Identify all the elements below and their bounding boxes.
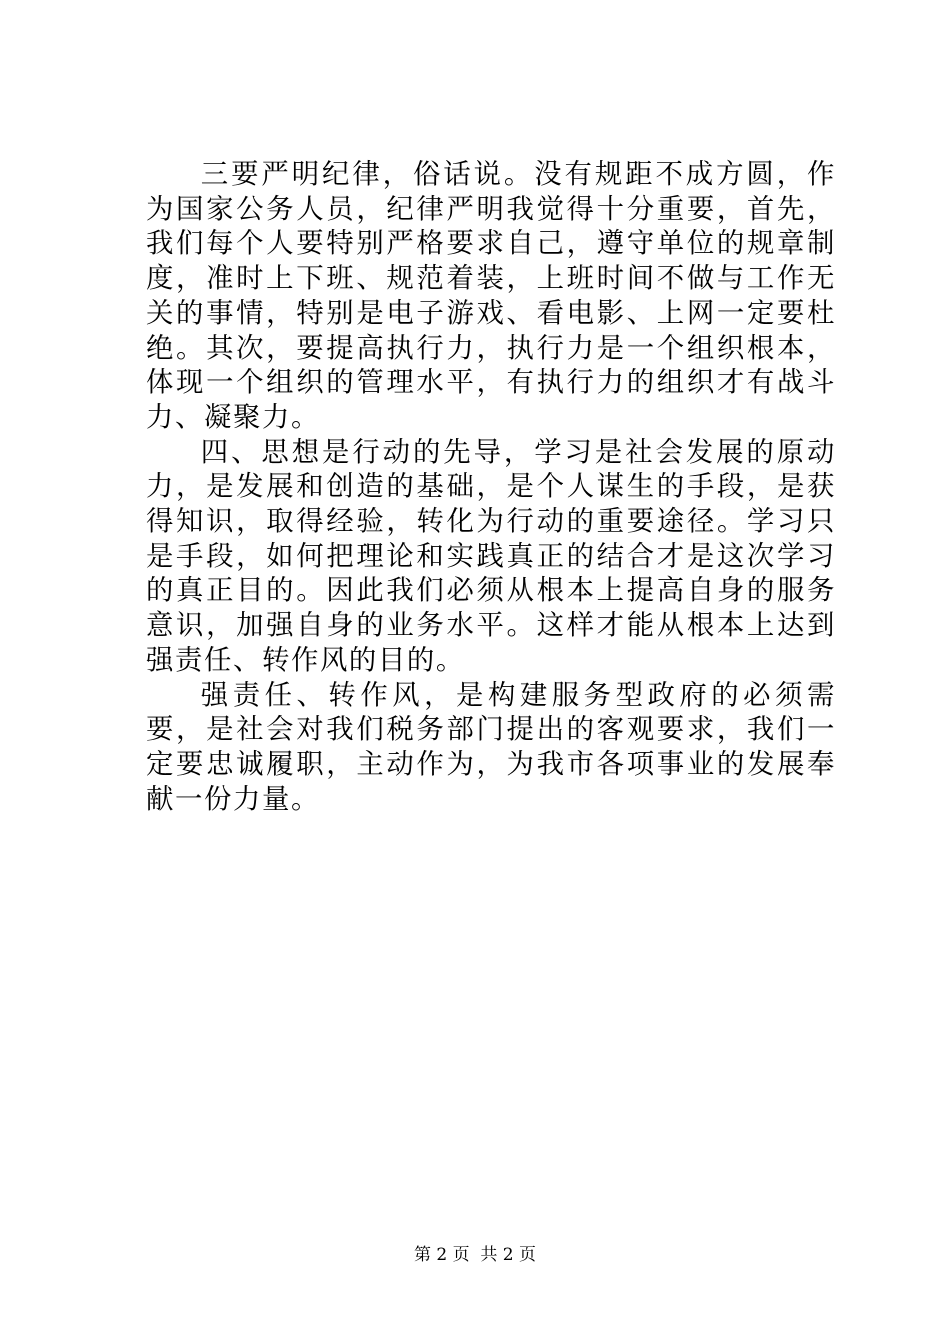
paragraph-thinking: 四、思想是行动的先导，学习是社会发展的原动力，是发展和创造的基础，是个人谋生的手段，是获得知识，取得经验，转化为行动的重要途径。学习只是手段，如何把理论和实践真正的结合才是这次学习的真正目的。因此我们必须从根本上提高自身的服务意识，加强自身的业务水平。这样才能从根本上达到强责任、转作风的目的。: [146, 436, 836, 676]
paragraph-responsibility: 强责任、转作风，是构建服务型政府的必须需要，是社会对我们税务部门提出的客观要求，我们一定要忠诚履职，主动作为，为我市各项事业的发展奉献一份力量。: [146, 679, 836, 815]
paragraph-discipline: 三要严明纪律，俗话说。没有规距不成方圆，作为国家公务人员，纪律严明我觉得十分重要，首先，我们每个人要特别严格要求自己，遵守单位的规章制度，准时上下班、规范着装，上班时间不做与工作无关的事情，特别是电子游戏、看电影、上网一定要杜绝。其次，要提高执行力，执行力是一个组织根本，体现一个组织的管理水平，有执行力的组织才有战斗力、凝聚力。: [146, 159, 836, 433]
body-text: [146, 158, 836, 817]
page-footer: 第 2 页 共 2 页: [413, 1245, 537, 1265]
